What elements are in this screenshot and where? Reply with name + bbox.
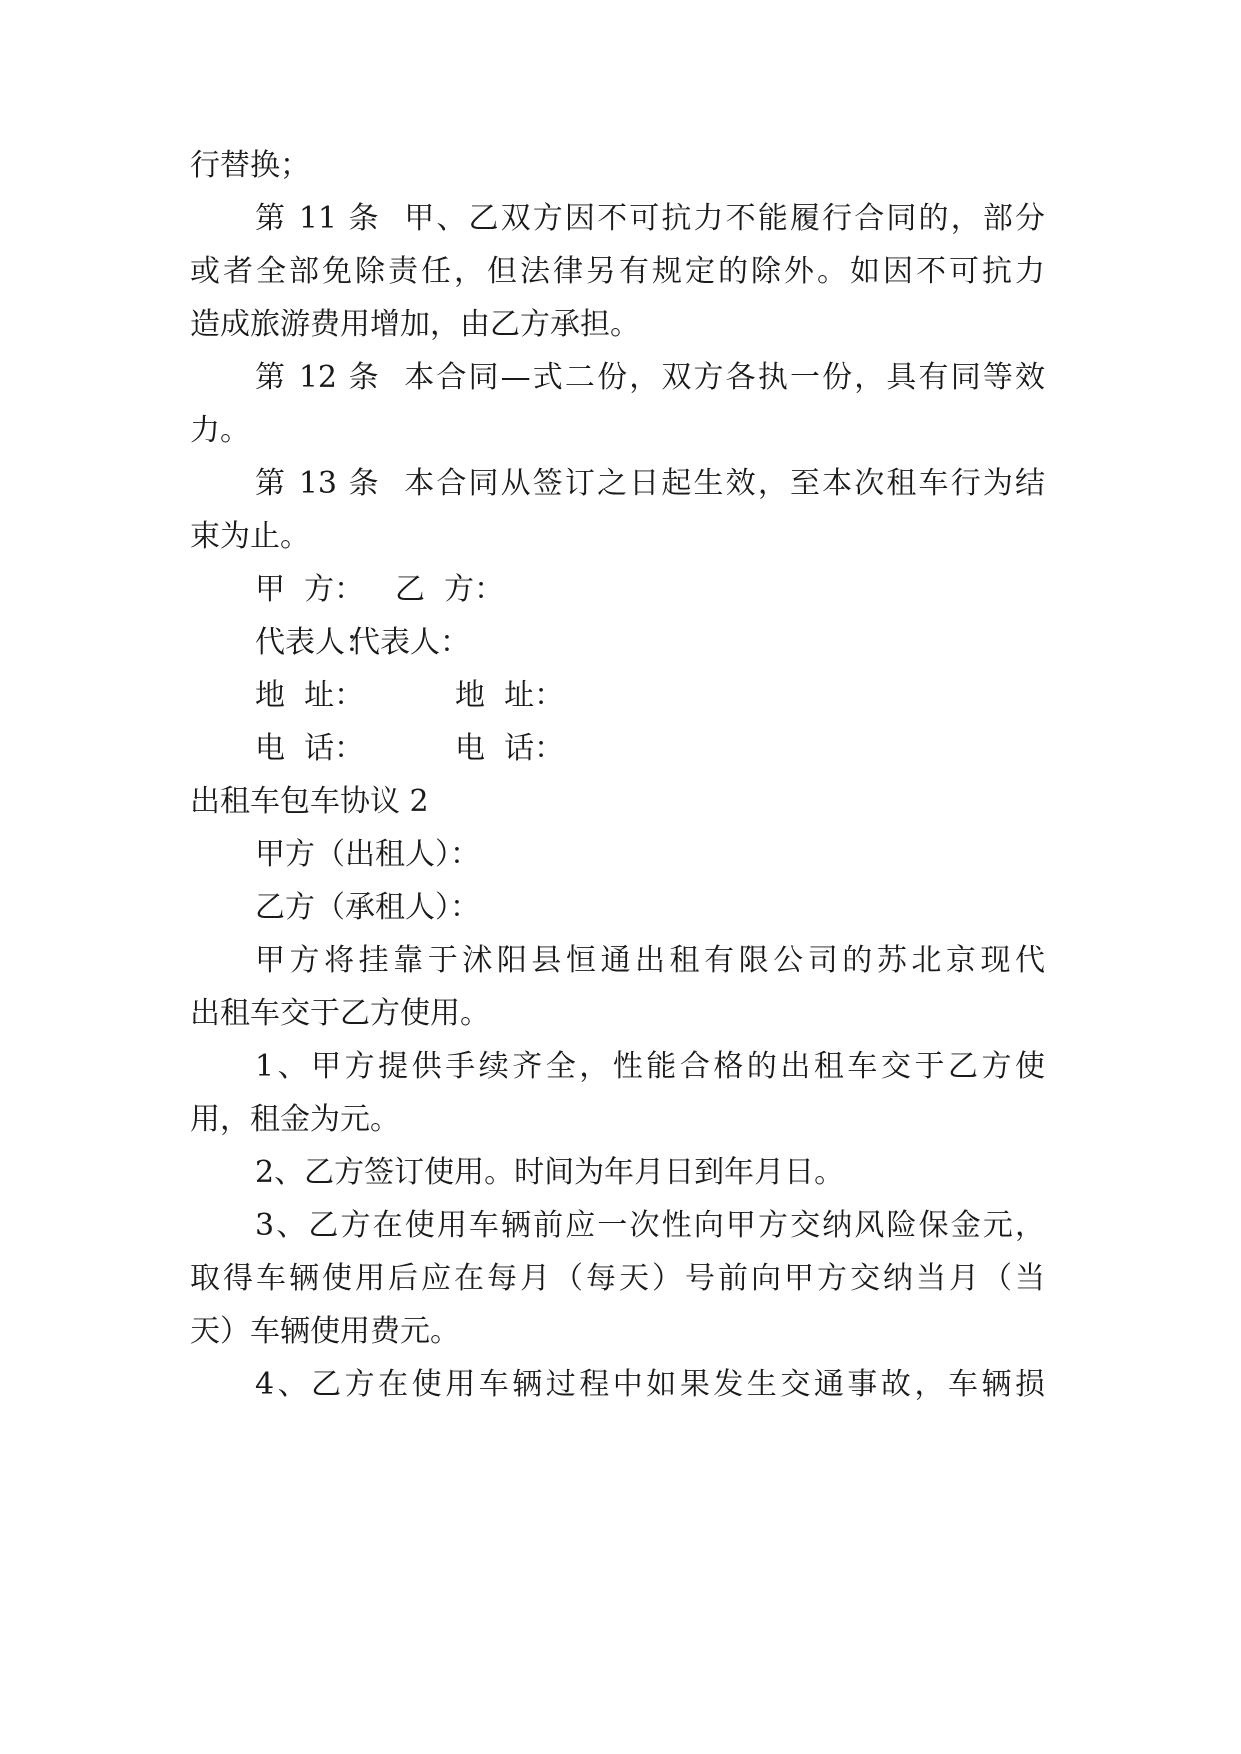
clause-1-line: 1、甲方提供手续齐全，性能合格的出租车交于乙方使 (255, 1049, 1045, 1084)
clause-2-line: 2、乙方签订使用。时间为年月日到年月日。 (255, 1155, 845, 1190)
paragraph-line: 行替换； (190, 148, 310, 183)
paragraph-line: 束为止。 (190, 519, 310, 554)
paragraph-line: 取得车辆使用后应在每月（每天）号前向甲方交纳当月（当 (190, 1261, 1045, 1296)
article-12-line: 第 12 条 本合同—式二份，双方各执一份，具有同等效 (255, 360, 1045, 395)
section-title: 出租车包车协议 2 (190, 784, 429, 819)
paragraph-line: 天）车辆使用费元。 (190, 1314, 460, 1349)
signature-addr-b-label: 地 址： (455, 678, 565, 713)
signature-party-a-label: 甲 方： (255, 572, 365, 607)
signature-rep-b-label: 代表人： (350, 625, 470, 660)
signature-phone-b-label: 电 话： (455, 731, 565, 766)
paragraph-line: 出租车交于乙方使用。 (190, 996, 490, 1031)
paragraph-line: 用，租金为元。 (190, 1102, 400, 1137)
article-13-line: 第 13 条 本合同从签订之日起生效，至本次租车行为结 (255, 466, 1045, 501)
signature-party-b-label: 乙 方： (395, 572, 505, 607)
signature-addr-a-label: 地 址： (255, 678, 365, 713)
paragraph-line: 或者全部免除责任，但法律另有规定的除外。如因不可抗力 (190, 254, 1045, 289)
paragraph-line: 甲方将挂靠于沭阳县恒通出租有限公司的苏北京现代 (255, 943, 1045, 978)
clause-4-line: 4、乙方在使用车辆过程中如果发生交通事故，车辆损 (255, 1367, 1045, 1402)
party-b-line: 乙方（承租人）： (255, 890, 480, 925)
signature-rep-a-label: 代表人： (255, 625, 375, 660)
party-a-line: 甲方（出租人）： (255, 837, 480, 872)
paragraph-line: 力。 (190, 413, 250, 448)
paragraph-line: 造成旅游费用增加，由乙方承担。 (190, 307, 640, 342)
clause-3-line: 3、乙方在使用车辆前应一次性向甲方交纳风险保金元， (255, 1208, 1045, 1243)
article-11-line: 第 11 条 甲、乙双方因不可抗力不能履行合同的，部分 (255, 201, 1045, 236)
signature-phone-a-label: 电 话： (255, 731, 365, 766)
